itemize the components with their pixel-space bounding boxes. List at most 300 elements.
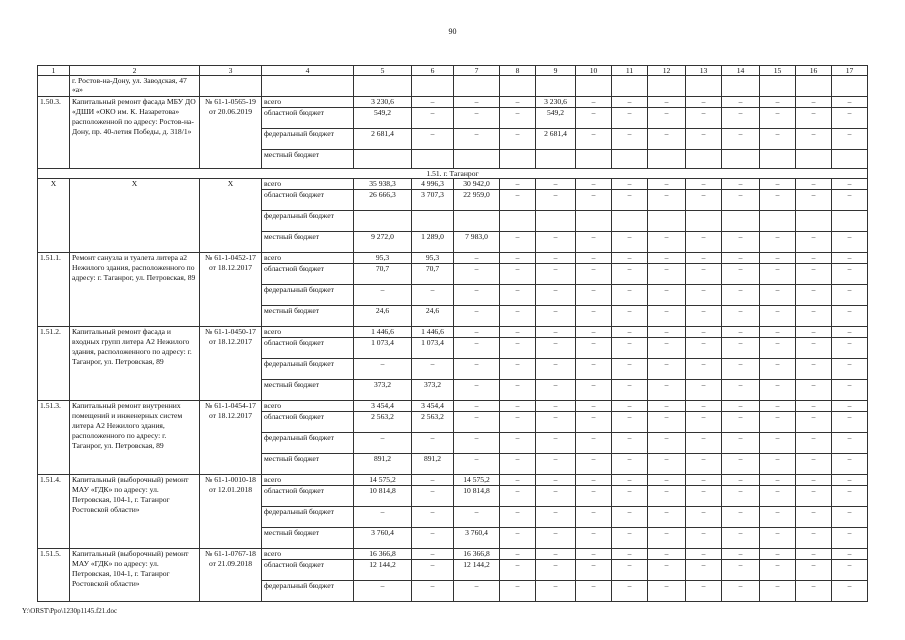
value-cell: – <box>760 179 796 190</box>
value-cell: 1 073,4 <box>412 338 454 359</box>
value-cell: – <box>454 581 500 602</box>
value-cell: – <box>536 454 576 475</box>
value-cell: – <box>576 264 612 285</box>
funding-source: областной бюджет <box>262 108 354 129</box>
value-cell: – <box>760 190 796 211</box>
value-cell: – <box>760 327 796 338</box>
value-cell: – <box>412 433 454 454</box>
value-cell: – <box>686 454 722 475</box>
value-cell: – <box>454 380 500 401</box>
item-code: 1.51.2. <box>38 327 70 401</box>
value-cell: – <box>412 108 454 129</box>
value-cell: – <box>686 486 722 507</box>
value-cell: – <box>648 108 686 129</box>
value-cell: 2 563,2 <box>354 412 412 433</box>
value-cell: – <box>412 97 454 108</box>
value-cell: 14 575,2 <box>454 475 500 486</box>
value-cell: – <box>686 306 722 327</box>
funding-source: федеральный бюджет <box>262 359 354 380</box>
col-header: 10 <box>576 66 612 76</box>
value-cell: – <box>686 560 722 581</box>
table-row <box>38 327 868 338</box>
value-cell: – <box>796 232 832 253</box>
funding-source: всего <box>262 179 354 190</box>
value-cell: – <box>796 454 832 475</box>
file-path-footer: Y:\ORST\Ppo\1230p1145.f21.doc <box>22 607 118 615</box>
value-cell: 9 272,0 <box>354 232 412 253</box>
funding-source: всего <box>262 97 354 108</box>
col-header: 2 <box>70 66 200 76</box>
value-cell: – <box>454 253 500 264</box>
value-cell: – <box>722 306 760 327</box>
value-cell <box>648 211 686 232</box>
value-cell: – <box>722 285 760 306</box>
value-cell: 1 073,4 <box>354 338 412 359</box>
value-cell <box>722 150 760 169</box>
value-cell: – <box>686 129 722 150</box>
value-cell: 1 289,0 <box>412 232 454 253</box>
value-cell: – <box>454 338 500 359</box>
value-cell: – <box>760 475 796 486</box>
value-cell: – <box>412 528 454 549</box>
value-cell: 95,3 <box>412 253 454 264</box>
col-header: 5 <box>354 66 412 76</box>
value-cell: 1 446,6 <box>354 327 412 338</box>
value-cell: – <box>500 264 536 285</box>
value-cell: – <box>612 528 648 549</box>
value-cell: – <box>612 507 648 528</box>
value-cell: – <box>832 285 868 306</box>
value-cell: 35 938,3 <box>354 179 412 190</box>
funding-source: областной бюджет <box>262 412 354 433</box>
object-name: Ремонт санузла и туалета литера а2 Нежилого здания, расположенного по адресу: г. Таганрог, ул. Петровская, 89 <box>70 253 200 327</box>
funding-source: местный бюджет <box>262 306 354 327</box>
value-cell: – <box>648 359 686 380</box>
value-cell: – <box>832 232 868 253</box>
funding-source: всего <box>262 475 354 486</box>
value-cell: – <box>722 359 760 380</box>
value-cell: – <box>722 338 760 359</box>
value-cell: – <box>612 486 648 507</box>
value-cell: – <box>796 433 832 454</box>
value-cell: – <box>576 486 612 507</box>
value-cell: – <box>722 486 760 507</box>
value-cell: – <box>722 433 760 454</box>
col-header: 16 <box>796 66 832 76</box>
value-cell: – <box>796 190 832 211</box>
funding-source: областной бюджет <box>262 560 354 581</box>
col-header: 4 <box>262 66 354 76</box>
value-cell: – <box>454 454 500 475</box>
value-cell: – <box>612 380 648 401</box>
value-cell: – <box>536 285 576 306</box>
value-cell: – <box>500 97 536 108</box>
value-cell: – <box>760 433 796 454</box>
value-cell: – <box>500 253 536 264</box>
value-cell: – <box>760 232 796 253</box>
table-row <box>38 549 868 560</box>
value-cell: – <box>576 338 612 359</box>
value-cell: – <box>500 306 536 327</box>
value-cell: 12 144,2 <box>354 560 412 581</box>
value-cell: – <box>686 380 722 401</box>
value-cell: – <box>576 433 612 454</box>
value-cell: – <box>832 475 868 486</box>
value-cell: – <box>412 285 454 306</box>
col-header: 3 <box>200 66 262 76</box>
value-cell: – <box>536 475 576 486</box>
value-cell: – <box>832 359 868 380</box>
value-cell <box>354 211 412 232</box>
value-cell: 3 230,6 <box>536 97 576 108</box>
value-cell: – <box>686 359 722 380</box>
value-cell: – <box>796 359 832 380</box>
section-title: 1.51. г. Таганрог <box>38 169 868 179</box>
value-cell: – <box>612 179 648 190</box>
funding-source: федеральный бюджет <box>262 285 354 306</box>
value-cell <box>760 150 796 169</box>
value-cell: – <box>612 97 648 108</box>
value-cell: – <box>500 401 536 412</box>
value-cell: – <box>576 306 612 327</box>
value-cell: – <box>722 253 760 264</box>
value-cell: 2 563,2 <box>412 412 454 433</box>
value-cell: – <box>454 306 500 327</box>
doc-reference: № 61-1-0010-18 от 12.01.2018 <box>200 475 262 549</box>
value-cell: 95,3 <box>354 253 412 264</box>
value-cell: – <box>576 190 612 211</box>
value-cell: – <box>576 285 612 306</box>
value-cell: 16 366,8 <box>454 549 500 560</box>
value-cell <box>832 211 868 232</box>
value-cell: – <box>576 528 612 549</box>
value-cell: – <box>722 528 760 549</box>
value-cell <box>612 150 648 169</box>
value-cell: – <box>576 232 612 253</box>
table-row <box>38 179 868 190</box>
value-cell: – <box>612 264 648 285</box>
funding-source: местный бюджет <box>262 232 354 253</box>
value-cell: – <box>612 129 648 150</box>
value-cell: – <box>796 475 832 486</box>
value-cell: 14 575,2 <box>354 475 412 486</box>
item-code: 1.51.1. <box>38 253 70 327</box>
table-row <box>38 401 868 412</box>
value-cell: – <box>648 190 686 211</box>
value-cell: 24,6 <box>412 306 454 327</box>
value-cell: – <box>722 232 760 253</box>
value-cell: – <box>612 253 648 264</box>
table-row <box>38 97 868 108</box>
funding-source: всего <box>262 549 354 560</box>
value-cell: – <box>796 486 832 507</box>
value-cell <box>500 150 536 169</box>
value-cell: – <box>354 507 412 528</box>
value-cell <box>412 150 454 169</box>
value-cell: 549,2 <box>536 108 576 129</box>
value-cell: – <box>576 454 612 475</box>
value-cell: – <box>722 380 760 401</box>
value-cell: – <box>760 549 796 560</box>
value-cell: – <box>536 232 576 253</box>
value-cell: 373,2 <box>354 380 412 401</box>
value-cell: – <box>722 129 760 150</box>
col-header: 6 <box>412 66 454 76</box>
doc-reference: № 61-1-0452-17 от 18.12.2017 <box>200 253 262 327</box>
item-code: 1.51.4. <box>38 475 70 549</box>
value-cell: – <box>832 338 868 359</box>
value-cell: – <box>722 401 760 412</box>
value-cell: – <box>760 560 796 581</box>
value-cell: – <box>612 108 648 129</box>
value-cell: – <box>500 108 536 129</box>
funding-source: областной бюджет <box>262 338 354 359</box>
object-name: Капитальный (выборочный) ремонт МАУ «ГДК» по адресу: ул. Петровская, 104-1, г. Таганрог Ростовской области» <box>70 475 200 549</box>
header-row <box>38 66 868 76</box>
value-cell: – <box>648 285 686 306</box>
value-cell <box>454 211 500 232</box>
value-cell: – <box>686 232 722 253</box>
value-cell: 10 814,8 <box>354 486 412 507</box>
value-cell: – <box>760 285 796 306</box>
value-cell: – <box>500 528 536 549</box>
value-cell: – <box>760 129 796 150</box>
value-cell: – <box>576 253 612 264</box>
value-cell: – <box>796 285 832 306</box>
value-cell: – <box>796 560 832 581</box>
value-cell: – <box>832 401 868 412</box>
value-cell: – <box>796 327 832 338</box>
value-cell: 70,7 <box>412 264 454 285</box>
value-cell: – <box>454 264 500 285</box>
object-name: Капитальный ремонт фасада МБУ ДО «ДШИ «ОКО им. К. Назаретова» расположенной по адресу: Ростов-на-Дону, пр. 40-летия Победы, д. 318/1» <box>70 97 200 169</box>
value-cell: – <box>454 129 500 150</box>
value-cell: – <box>796 507 832 528</box>
value-cell: – <box>648 412 686 433</box>
value-cell: – <box>796 97 832 108</box>
value-cell: 3 707,3 <box>412 190 454 211</box>
value-cell: – <box>536 338 576 359</box>
value-cell: – <box>796 179 832 190</box>
value-cell: – <box>536 190 576 211</box>
value-cell: – <box>648 264 686 285</box>
value-cell: 7 983,0 <box>454 232 500 253</box>
value-cell <box>832 150 868 169</box>
value-cell: – <box>722 264 760 285</box>
value-cell: – <box>832 560 868 581</box>
value-cell: – <box>536 486 576 507</box>
value-cell: 891,2 <box>412 454 454 475</box>
value-cell: – <box>722 190 760 211</box>
value-cell: – <box>612 412 648 433</box>
item-code: X <box>38 179 70 253</box>
value-cell: – <box>832 129 868 150</box>
value-cell: – <box>500 486 536 507</box>
value-cell: – <box>612 190 648 211</box>
value-cell: – <box>454 412 500 433</box>
value-cell: – <box>796 253 832 264</box>
funding-source: областной бюджет <box>262 264 354 285</box>
value-cell: – <box>722 454 760 475</box>
value-cell: – <box>760 264 796 285</box>
value-cell <box>454 150 500 169</box>
value-cell: – <box>760 359 796 380</box>
value-cell: – <box>832 528 868 549</box>
value-cell: – <box>612 401 648 412</box>
value-cell: – <box>500 129 536 150</box>
value-cell: – <box>354 433 412 454</box>
value-cell: – <box>832 306 868 327</box>
value-cell: – <box>760 412 796 433</box>
value-cell: – <box>536 528 576 549</box>
value-cell: – <box>536 179 576 190</box>
value-cell: – <box>760 454 796 475</box>
value-cell: – <box>536 581 576 602</box>
value-cell: – <box>648 475 686 486</box>
value-cell: – <box>612 338 648 359</box>
value-cell: – <box>412 507 454 528</box>
col-header: 14 <box>722 66 760 76</box>
value-cell: – <box>576 179 612 190</box>
value-cell: – <box>760 380 796 401</box>
value-cell: – <box>796 549 832 560</box>
value-cell: – <box>536 401 576 412</box>
value-cell: 373,2 <box>412 380 454 401</box>
funding-source: всего <box>262 253 354 264</box>
value-cell: – <box>354 581 412 602</box>
value-cell: – <box>760 97 796 108</box>
value-cell: 549,2 <box>354 108 412 129</box>
value-cell: – <box>832 253 868 264</box>
value-cell: – <box>648 97 686 108</box>
value-cell: – <box>536 433 576 454</box>
value-cell: – <box>576 581 612 602</box>
budget-table <box>37 65 868 602</box>
value-cell: – <box>722 549 760 560</box>
value-cell: – <box>686 401 722 412</box>
value-cell: 891,2 <box>354 454 412 475</box>
funding-source: федеральный бюджет <box>262 129 354 150</box>
funding-source: местный бюджет <box>262 528 354 549</box>
value-cell: – <box>536 380 576 401</box>
value-cell: 12 144,2 <box>454 560 500 581</box>
value-cell: – <box>576 412 612 433</box>
value-cell: – <box>686 412 722 433</box>
value-cell: – <box>722 412 760 433</box>
value-cell: – <box>722 108 760 129</box>
value-cell: – <box>412 486 454 507</box>
value-cell: – <box>648 338 686 359</box>
value-cell: 22 959,0 <box>454 190 500 211</box>
value-cell: – <box>412 475 454 486</box>
value-cell: 16 366,8 <box>354 549 412 560</box>
value-cell: – <box>832 581 868 602</box>
value-cell <box>648 150 686 169</box>
value-cell: – <box>648 179 686 190</box>
value-cell: – <box>832 264 868 285</box>
value-cell: – <box>686 327 722 338</box>
value-cell: – <box>796 380 832 401</box>
col-header: 12 <box>648 66 686 76</box>
value-cell: – <box>500 412 536 433</box>
value-cell: – <box>612 306 648 327</box>
value-cell: – <box>832 433 868 454</box>
col-header: 11 <box>612 66 648 76</box>
value-cell: – <box>648 454 686 475</box>
value-cell: – <box>500 285 536 306</box>
col-header: 8 <box>500 66 536 76</box>
value-cell: – <box>648 129 686 150</box>
value-cell: 3 454,4 <box>412 401 454 412</box>
value-cell: – <box>722 560 760 581</box>
value-cell: – <box>500 232 536 253</box>
value-cell: – <box>648 507 686 528</box>
value-cell: 2 681,4 <box>536 129 576 150</box>
value-cell <box>686 150 722 169</box>
value-cell: – <box>648 528 686 549</box>
value-cell: – <box>500 454 536 475</box>
value-cell <box>722 211 760 232</box>
value-cell: – <box>686 507 722 528</box>
value-cell: 3 760,4 <box>354 528 412 549</box>
value-cell: – <box>796 412 832 433</box>
value-cell: – <box>760 108 796 129</box>
value-cell: – <box>686 97 722 108</box>
object-name: г. Ростов-на-Дону, ул. Заводская, 47 «а» <box>70 76 200 97</box>
value-cell: – <box>576 401 612 412</box>
object-name: Капитальный ремонт внутренних помещений и инженерных систем литера А2 Нежилого здания, расположенного по адресу: г. Таганрог, ул. Петровская, 89 <box>70 401 200 475</box>
value-cell: – <box>612 359 648 380</box>
value-cell: – <box>722 507 760 528</box>
value-cell: – <box>412 129 454 150</box>
value-cell: – <box>832 412 868 433</box>
value-cell <box>354 150 412 169</box>
value-cell: – <box>648 401 686 412</box>
value-cell: 4 996,3 <box>412 179 454 190</box>
value-cell: – <box>500 338 536 359</box>
value-cell <box>576 150 612 169</box>
value-cell: – <box>612 285 648 306</box>
value-cell: – <box>536 359 576 380</box>
funding-source: федеральный бюджет <box>262 507 354 528</box>
value-cell: – <box>454 97 500 108</box>
value-cell: – <box>686 581 722 602</box>
value-cell: – <box>760 528 796 549</box>
funding-source: областной бюджет <box>262 486 354 507</box>
value-cell: – <box>832 108 868 129</box>
doc-reference: X <box>200 179 262 253</box>
col-header: 17 <box>832 66 868 76</box>
funding-source: областной бюджет <box>262 190 354 211</box>
value-cell: – <box>832 97 868 108</box>
value-cell <box>536 211 576 232</box>
value-cell: – <box>832 327 868 338</box>
value-cell: – <box>648 380 686 401</box>
value-cell: – <box>686 179 722 190</box>
value-cell: – <box>760 486 796 507</box>
value-cell: 1 446,6 <box>412 327 454 338</box>
value-cell: – <box>500 179 536 190</box>
value-cell: – <box>454 359 500 380</box>
value-cell: – <box>686 338 722 359</box>
value-cell: – <box>576 507 612 528</box>
funding-source: федеральный бюджет <box>262 581 354 602</box>
value-cell: – <box>412 549 454 560</box>
value-cell: – <box>500 327 536 338</box>
value-cell: – <box>686 190 722 211</box>
value-cell: – <box>648 327 686 338</box>
item-code: 1.51.3. <box>38 401 70 475</box>
